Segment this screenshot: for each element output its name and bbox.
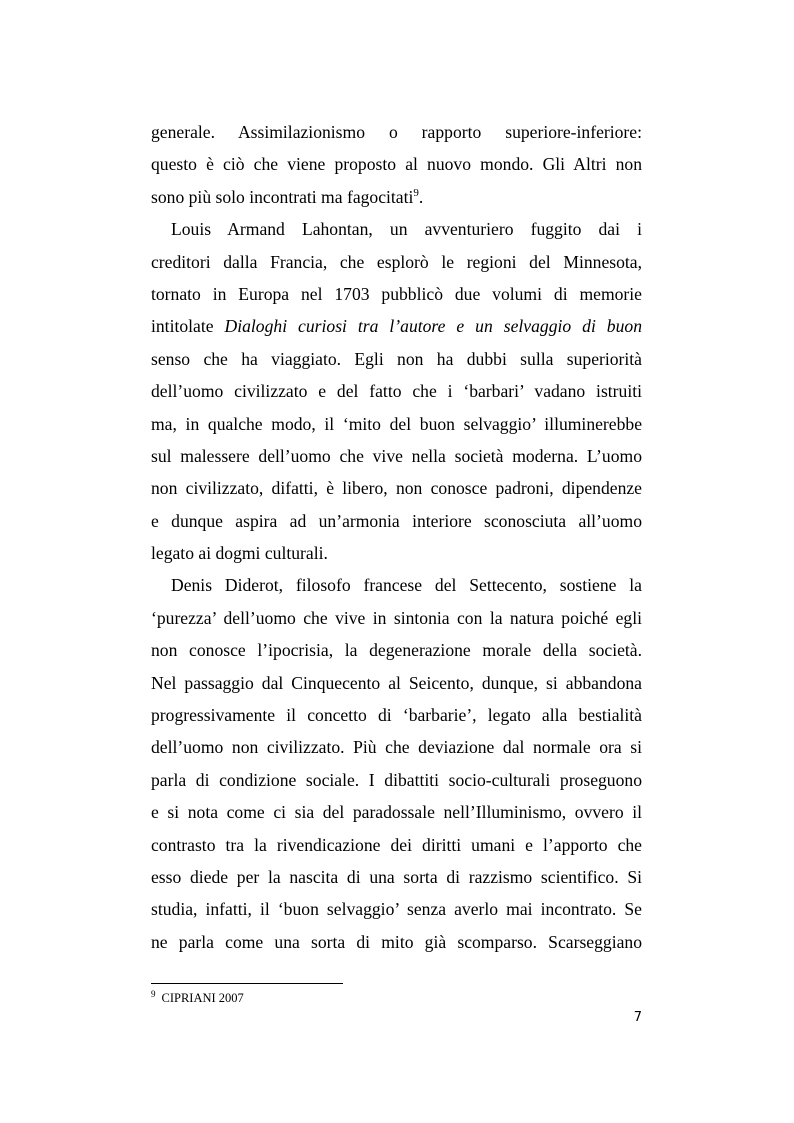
text-line: senso che ha viaggiato. Egli non ha dubbi sulla superiorità xyxy=(151,348,642,369)
text-line: ne parla come una sorta di mito già scomparso. Scarseggiano xyxy=(151,931,642,952)
text-line: studia, infatti, il ‘buon selvaggio’ senza averlo mai incontrato. Se xyxy=(151,899,642,920)
text-line: contrasto tra la rivendicazione dei diritti umani e l’apporto che xyxy=(151,834,642,855)
text-line: creditori dalla Francia, che esplorò le regioni del Minnesota, xyxy=(151,251,642,272)
footnote-text: CIPRIANI 2007 xyxy=(161,991,244,1005)
text-line: e si nota come ci sia del paradossale nell’Illuminismo, ovvero il xyxy=(151,802,642,823)
text-line: ma, in qualche modo, il ‘mito del buon selvaggio’ illuminerebbe xyxy=(151,413,642,434)
text-line: sul malessere dell’uomo che vive nella società moderna. L’uomo xyxy=(151,445,642,466)
text-line: parla di condizione sociale. I dibattiti socio-culturali proseguono xyxy=(151,769,642,790)
text-line: Denis Diderot, filosofo francese del Settecento, sostiene la xyxy=(171,575,642,596)
text-line: dell’uomo civilizzato e del fatto che i ‘barbari’ vadano istruiti xyxy=(151,381,642,402)
text-line: non conosce l’ipocrisia, la degenerazione morale della società. xyxy=(151,640,642,661)
text-line: dell’uomo non civilizzato. Più che deviazione dal normale ora si xyxy=(151,737,642,758)
text-line: e dunque aspira ad un’armonia interiore sconosciuta all’uomo xyxy=(151,510,642,531)
text-line xyxy=(151,310,642,342)
page-number: 7 xyxy=(633,1010,642,1025)
footnote-separator xyxy=(151,983,343,984)
text-line: tornato in Europa nel 1703 pubblicò due volumi di memorie xyxy=(151,283,642,304)
text-line: progressivamente il concetto di ‘barbarie’, legato alla bestialità xyxy=(151,705,642,726)
text-line: generale. Assimilazionismo o rapporto superiore-inferiore: xyxy=(151,122,642,142)
text-line: questo è ciò che viene proposto al nuovo mondo. Gli Altri non xyxy=(151,154,642,175)
text-line: ‘purezza’ dell’uomo che vive in sintonia con la natura poiché egli xyxy=(151,607,642,628)
text-line-content: sono più solo incontrati ma fagocitati xyxy=(151,186,414,207)
text-line: Louis Armand Lahontan, un avventuriero fuggito dai i xyxy=(171,219,642,240)
text-line-content: intitolate xyxy=(151,316,214,337)
text-line: Nel passaggio dal Cinquecento al Seicento, dunque, si abbandona xyxy=(151,672,642,693)
footnote-number: 9 xyxy=(151,988,156,999)
text-line: esso diede per la nascita di una sorta di razzismo scientifico. Si xyxy=(151,866,642,887)
text-line: legato ai dogmi culturali. xyxy=(151,543,328,564)
body-text xyxy=(151,116,642,958)
book-title: Dialoghi curiosi tra l’autore e un selvaggio di buon xyxy=(224,316,642,337)
footnote xyxy=(151,990,244,1006)
sentence-period: . xyxy=(418,186,424,207)
footnote-reference: 9 xyxy=(413,186,419,199)
text-line xyxy=(151,181,642,213)
text-line: non civilizzato, difatti, è libero, non conosce padroni, dipendenze xyxy=(151,478,642,499)
